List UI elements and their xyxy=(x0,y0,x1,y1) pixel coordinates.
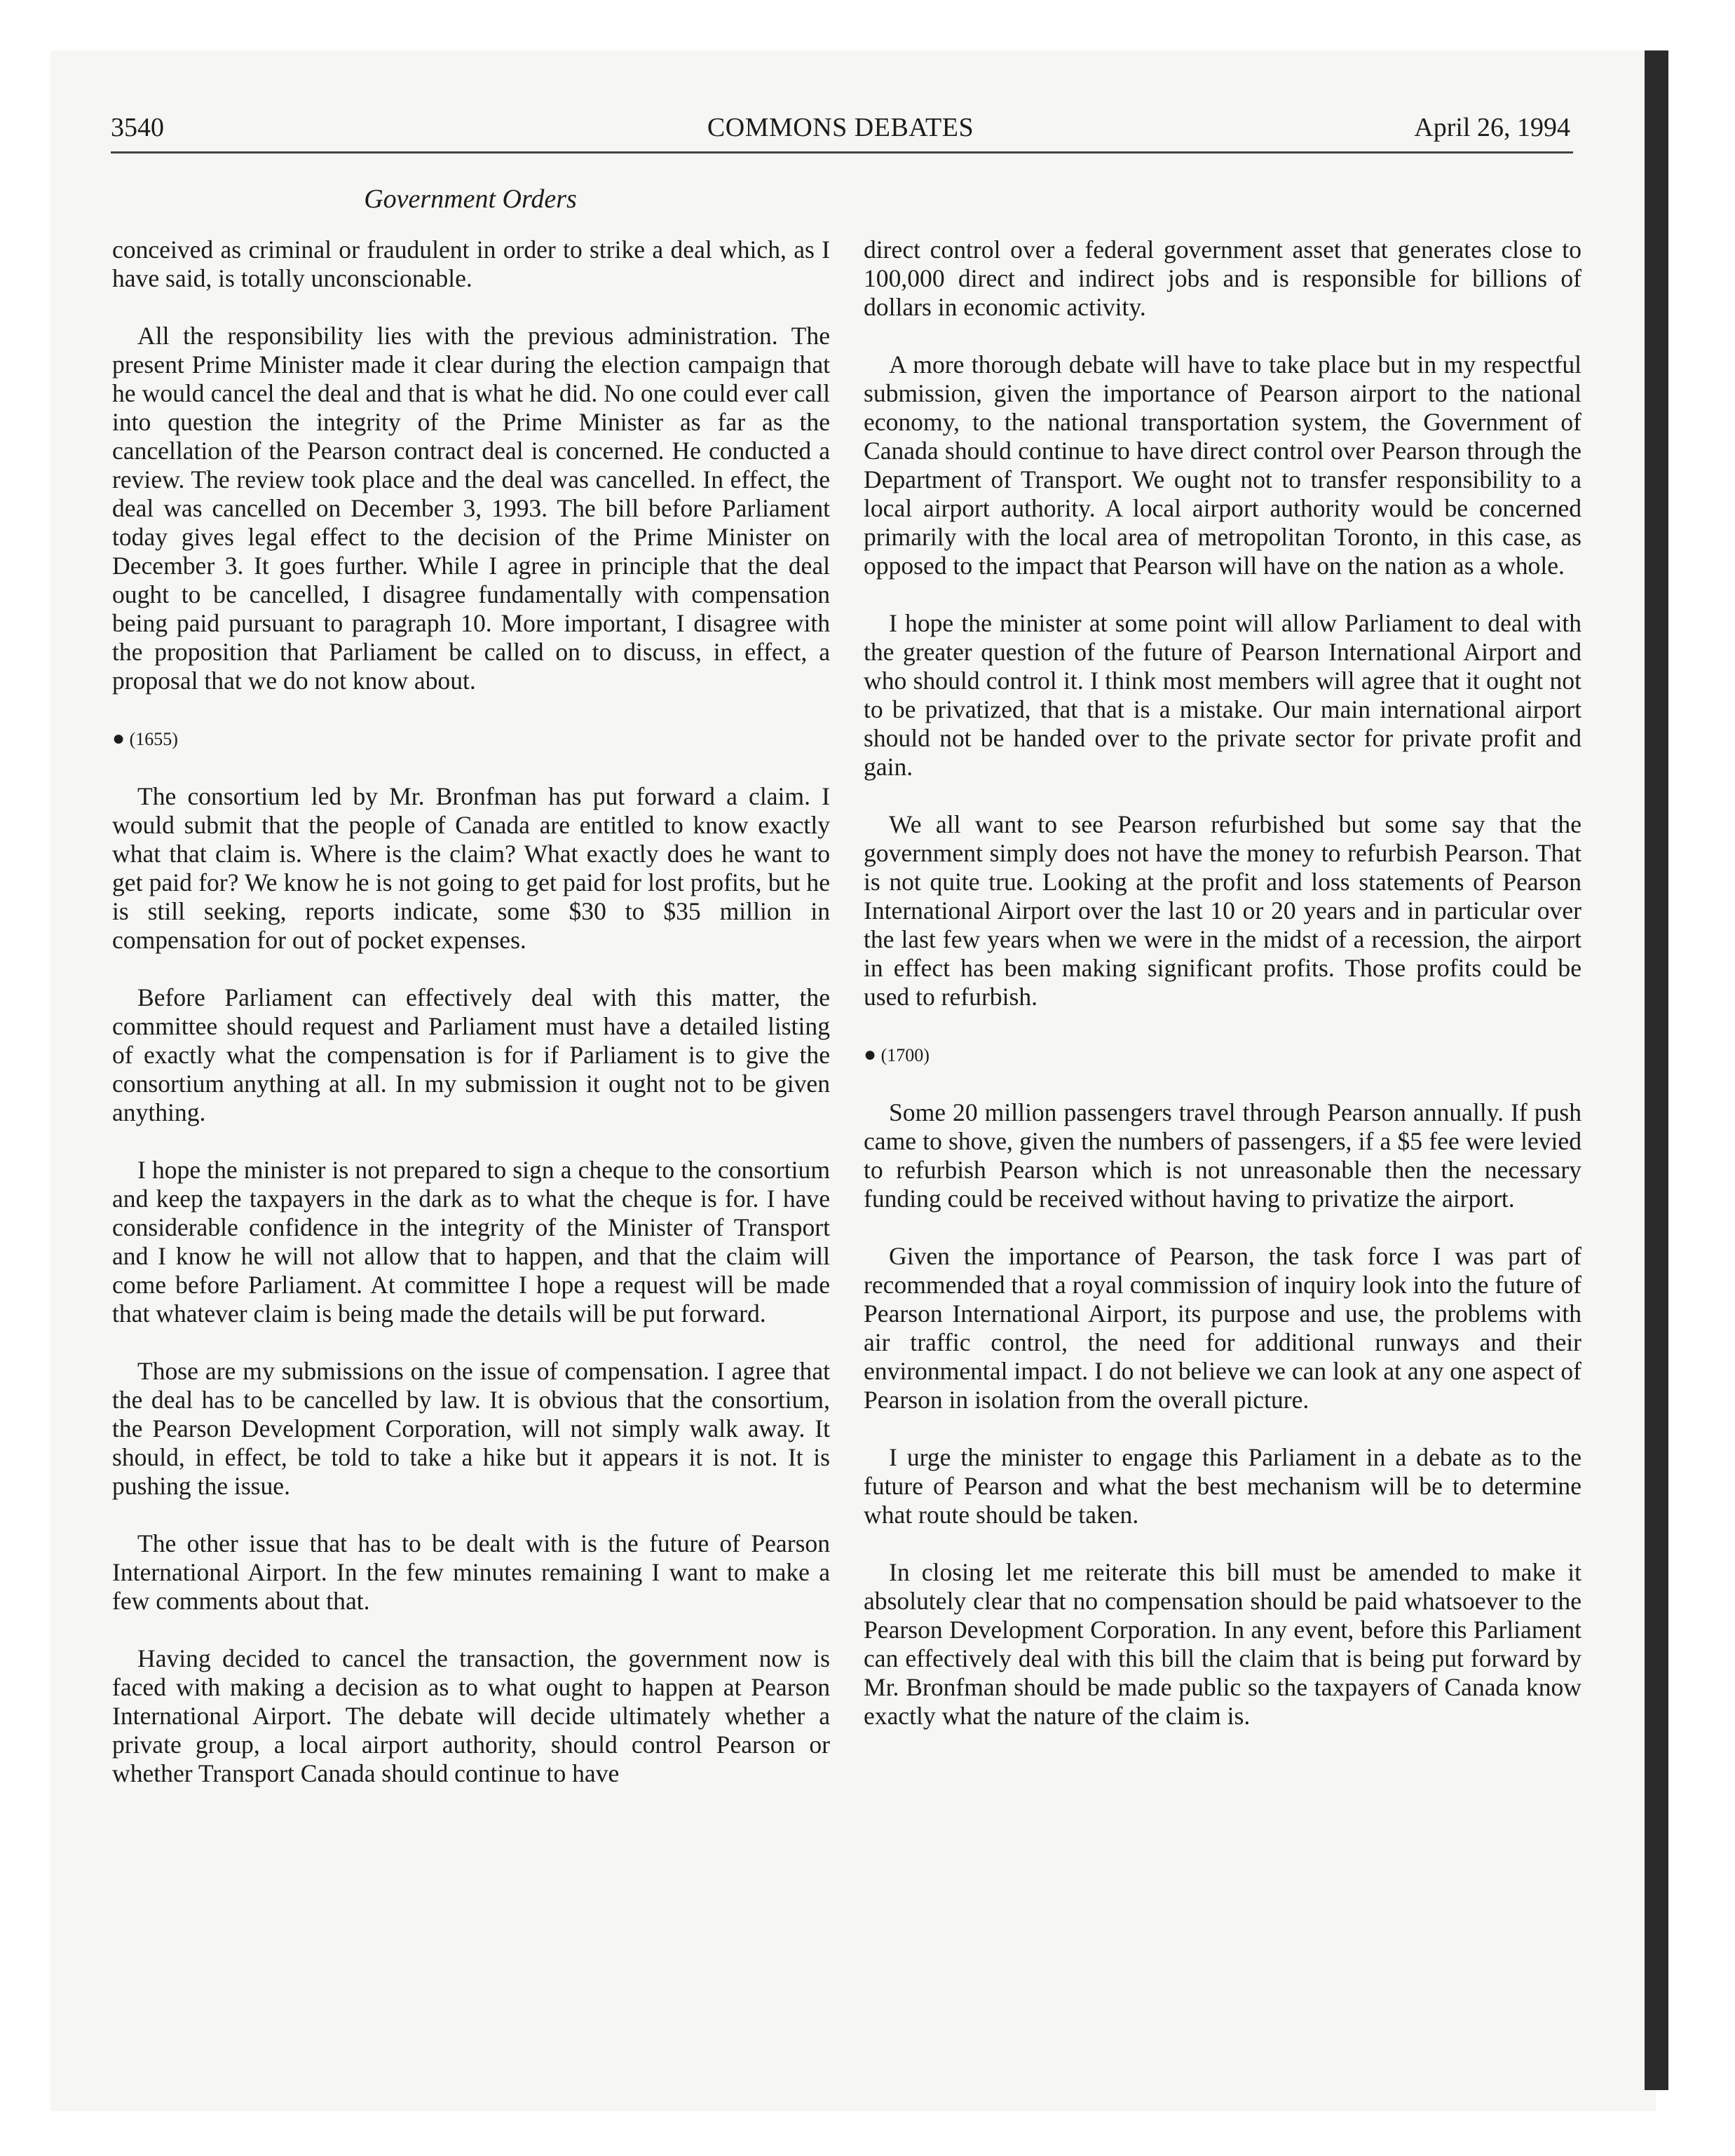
bullet-icon: ● xyxy=(864,1043,877,1066)
section-title: Government Orders xyxy=(364,184,577,214)
header-rule xyxy=(111,151,1573,153)
paragraph: The other issue that has to be dealt with is the future of Pearson International Airport. In the few minutes remaining I want to make a few comments about that. xyxy=(112,1529,830,1615)
paragraph: We all want to see Pearson refurbished but some say that the government simply does not have the money to refurbish Pearson. That is not quite true. Looking at the profit and loss statements of Pearson International Airport over the last 10 or 20 years and in particular over the last few years when we were in the midst of a recession, the airport in effect has been making significant profits. Those profits could be used to refurbish. xyxy=(864,810,1581,1011)
time-marker-label: (1700) xyxy=(880,1045,930,1065)
right-column xyxy=(864,236,1581,1759)
page-number: 3540 xyxy=(111,113,164,142)
paragraph: The consortium led by Mr. Bronfman has put forward a claim. I would submit that the people of Canada are entitled to know exactly what that claim is. Where is the claim? What exactly does he want to get paid for? We know he is not going to get paid for lost profits, but he is still seeking, reports indicate, some $30 to $35 million in compensation for out of pocket expenses. xyxy=(112,782,830,954)
paragraph: Some 20 million passengers travel through Pearson annually. If push came to shove, given the numbers of passengers, if a $5 fee were levied to refurbish Pearson which is not unreasonable then the necessary funding could be received without having to privatize the airport. xyxy=(864,1098,1581,1213)
time-marker-label: (1655) xyxy=(129,729,178,749)
paragraph: A more thorough debate will have to take place but in my respectful submission, given the importance of Pearson airport to the national economy, to the national transportation system, the Government of Canada should continue to have direct control over Pearson through the Department of Transport. We ought not to transfer responsibility to a local airport authority. A local airport authority would be concerned primarily with the local area of metropolitan Toronto, in this case, as opposed to the impact that Pearson will have on the nation as a whole. xyxy=(864,350,1581,580)
scan-edge-bar xyxy=(1645,50,1668,2090)
paragraph: Given the importance of Pearson, the task force I was part of recommended that a royal commission of inquiry look into the future of Pearson International Airport, its purpose and use, the problems with air traffic control, the need for additional runways and their environmental impact. I do not believe we can look at any one aspect of Pearson in isolation from the overall picture. xyxy=(864,1242,1581,1414)
paragraph: I hope the minister at some point will allow Parliament to deal with the greater question of the future of Pearson International Airport and who should control it. I think most members will agree that it ought not to be privatized, that that is a mistake. Our main international airport should not be handed over to the private sector for private profit and gain. xyxy=(864,609,1581,781)
paragraph: Those are my submissions on the issue of compensation. I agree that the deal has to be cancelled by law. It is obvious that the consortium, the Pearson Development Corporation, will not simply walk away. It should, in effect, be told to take a hike but it appears it is not. It is pushing the issue. xyxy=(112,1357,830,1500)
time-marker xyxy=(112,724,830,753)
left-column xyxy=(112,236,830,1817)
paragraph: In closing let me reiterate this bill must be amended to make it absolutely clear that no compensation should be paid whatsoever to the Pearson Development Corporation. In any event, before this Parliament can effectively deal with this bill the claim that is being put forward by Mr. Bronfman should be made public so the taxpayers of Canada know exactly what the nature of the claim is. xyxy=(864,1558,1581,1730)
paragraph: Before Parliament can effectively deal with this matter, the committee should request and Parliament must have a detailed listing of exactly what the compensation is for if Parliament is to give the consortium anything at all. In my submission it ought not to be given anything. xyxy=(112,983,830,1126)
header-date: April 26, 1994 xyxy=(1414,113,1570,142)
paragraph: All the responsibility lies with the previous administration. The present Prime Minister made it clear during the election campaign that he would cancel the deal and that is what he did. No one could ever call into question the integrity of the Prime Minister as far as the cancellation of the Pearson contract deal is concerned. He conducted a review. The review took place and the deal was cancelled. In effect, the deal was cancelled on December 3, 1993. The bill before Parliament today gives legal effect to the decision of the Prime Minister on December 3. It goes further. While I agree in principle that the deal ought to be cancelled, I disagree fundamentally with compensation being paid pursuant to paragraph 10. More important, I disagree with the proposition that Parliament be called on to discuss, in effect, a proposal that we do not know about. xyxy=(112,322,830,695)
paragraph: direct control over a federal government asset that generates close to 100,000 direct and indirect jobs and is responsible for billions of dollars in economic activity. xyxy=(864,236,1581,321)
paragraph: I urge the minister to engage this Parliament in a debate as to the future of Pearson and what the best mechanism will be to determine what route should be taken. xyxy=(864,1443,1581,1529)
paragraph: Having decided to cancel the transaction, the government now is faced with making a decision as to what ought to happen at Pearson International Airport. The debate will decide ultimately whether a private group, a local airport authority, should control Pearson or whether Transport Canada should continue to have xyxy=(112,1644,830,1787)
publication-title: COMMONS DEBATES xyxy=(707,113,974,142)
time-marker xyxy=(864,1040,1581,1070)
paragraph: I hope the minister is not prepared to sign a cheque to the consortium and keep the taxpayers in the dark as to what the cheque is for. I have considerable confidence in the integrity of the Minister of Transport and I know he will not allow that to happen, and that the claim will come before Parliament. At committee I hope a request will be made that whatever claim is being made the details will be put forward. xyxy=(112,1156,830,1328)
page-header xyxy=(111,112,1570,154)
bullet-icon: ● xyxy=(112,727,125,750)
paragraph: conceived as criminal or fraudulent in order to strike a deal which, as I have said, is totally unconscionable. xyxy=(112,236,830,292)
